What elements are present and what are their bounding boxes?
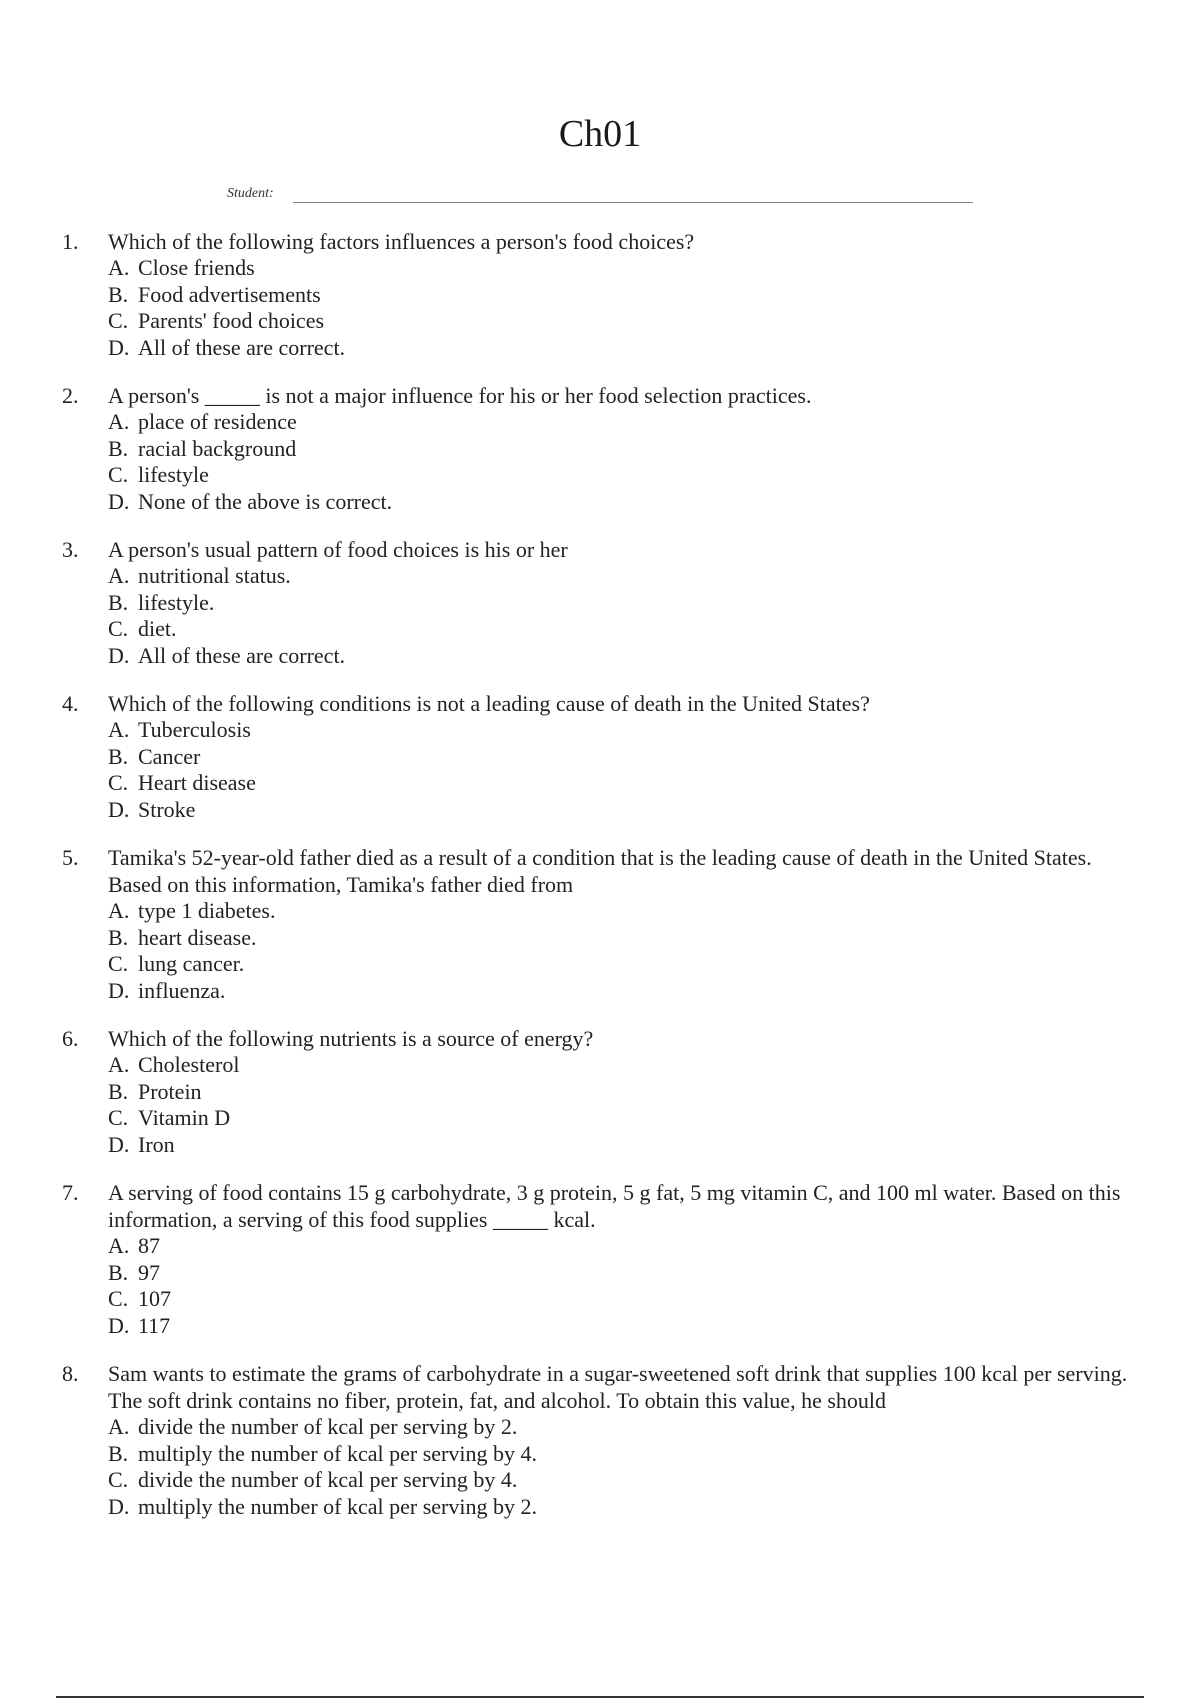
option-letter: B. bbox=[108, 281, 129, 307]
option-text: None of the above is correct. bbox=[138, 488, 393, 514]
student-name-line[interactable] bbox=[293, 202, 973, 203]
option-text: Cholesterol bbox=[138, 1052, 240, 1077]
question-number: 4. bbox=[62, 691, 79, 716]
option-text: influenza. bbox=[138, 977, 226, 1003]
option-text: diet. bbox=[138, 616, 177, 641]
option-letter: A. bbox=[108, 898, 130, 923]
option-text: All of these are correct. bbox=[138, 334, 346, 360]
question-item bbox=[62, 1025, 1142, 1158]
option-item bbox=[108, 1494, 1142, 1521]
option-list bbox=[108, 717, 1142, 823]
option-text: Vitamin D bbox=[138, 1105, 231, 1130]
page-bottom-divider bbox=[56, 1696, 1144, 1698]
option-item bbox=[108, 616, 1142, 643]
option-item bbox=[108, 643, 1142, 670]
option-text: Food advertisements bbox=[138, 281, 321, 307]
question-item bbox=[62, 690, 1142, 823]
question-item bbox=[62, 536, 1142, 669]
option-item bbox=[108, 308, 1142, 335]
option-item bbox=[108, 978, 1142, 1005]
question-item bbox=[62, 382, 1142, 515]
option-letter: A. bbox=[108, 255, 130, 280]
question-text: Tamika's 52-year-old father died as a result of a condition that is the leading cause of death in the United States. Based on this information, Tamika's father died from bbox=[108, 845, 1092, 897]
option-item bbox=[108, 489, 1142, 516]
option-letter: B. bbox=[108, 1259, 129, 1285]
option-item bbox=[108, 744, 1142, 771]
option-text: Cancer bbox=[138, 743, 201, 769]
question-list bbox=[62, 228, 1142, 1541]
option-item bbox=[108, 1079, 1142, 1106]
option-item bbox=[108, 282, 1142, 309]
option-item bbox=[108, 590, 1142, 617]
option-item bbox=[108, 1105, 1142, 1132]
option-item bbox=[108, 797, 1142, 824]
option-item bbox=[108, 563, 1142, 590]
question-item bbox=[62, 844, 1142, 1004]
option-item bbox=[108, 1414, 1142, 1441]
option-letter: D. bbox=[108, 1131, 130, 1157]
question-text: Which of the following nutrients is a source of energy? bbox=[108, 1026, 594, 1051]
option-letter: A. bbox=[108, 717, 130, 742]
option-text: Protein bbox=[138, 1078, 202, 1104]
option-letter: A. bbox=[108, 1052, 130, 1077]
option-letter: C. bbox=[108, 1286, 129, 1311]
question-text: Which of the following factors influences a person's food choices? bbox=[108, 229, 695, 254]
option-item bbox=[108, 1441, 1142, 1468]
option-list bbox=[108, 563, 1142, 669]
option-item bbox=[108, 1286, 1142, 1313]
option-text: Iron bbox=[138, 1131, 175, 1157]
option-item bbox=[108, 1260, 1142, 1287]
option-letter: D. bbox=[108, 642, 130, 668]
option-text: Tuberculosis bbox=[138, 717, 251, 742]
option-letter: B. bbox=[108, 589, 129, 615]
option-text: multiply the number of kcal per serving by 4. bbox=[138, 1440, 537, 1466]
question-number: 6. bbox=[62, 1026, 79, 1051]
option-letter: C. bbox=[108, 951, 129, 976]
question-number: 1. bbox=[62, 229, 79, 254]
student-label: Student: bbox=[227, 186, 274, 201]
question-item bbox=[62, 228, 1142, 361]
option-item bbox=[108, 898, 1142, 925]
question-item bbox=[62, 1360, 1142, 1520]
question-number: 2. bbox=[62, 383, 79, 408]
option-list bbox=[108, 409, 1142, 515]
option-item bbox=[108, 1132, 1142, 1159]
option-letter: D. bbox=[108, 977, 130, 1003]
option-item bbox=[108, 335, 1142, 362]
option-list bbox=[108, 1414, 1142, 1520]
option-letter: C. bbox=[108, 770, 129, 795]
option-item bbox=[108, 1233, 1142, 1260]
option-text: divide the number of kcal per serving by 2. bbox=[138, 1414, 518, 1439]
option-item bbox=[108, 1052, 1142, 1079]
question-number: 5. bbox=[62, 845, 79, 870]
option-item bbox=[108, 951, 1142, 978]
option-item bbox=[108, 717, 1142, 744]
option-letter: A. bbox=[108, 409, 130, 434]
question-item bbox=[62, 1179, 1142, 1339]
option-list bbox=[108, 255, 1142, 361]
option-text: Close friends bbox=[138, 255, 255, 280]
option-item bbox=[108, 1313, 1142, 1340]
option-text: All of these are correct. bbox=[138, 642, 346, 668]
option-item bbox=[108, 770, 1142, 797]
question-text: Which of the following conditions is not a leading cause of death in the United States? bbox=[108, 691, 870, 716]
student-name-row bbox=[227, 184, 973, 208]
option-letter: A. bbox=[108, 1233, 130, 1258]
question-text: A person's usual pattern of food choices is his or her bbox=[108, 537, 568, 562]
option-letter: D. bbox=[108, 1312, 130, 1338]
option-text: type 1 diabetes. bbox=[138, 898, 276, 923]
option-text: Parents' food choices bbox=[138, 308, 325, 333]
option-item bbox=[108, 436, 1142, 463]
option-letter: C. bbox=[108, 308, 129, 333]
question-text: A person's _____ is not a major influence for his or her food selection practices. bbox=[108, 383, 812, 408]
option-letter: D. bbox=[108, 796, 130, 822]
option-text: heart disease. bbox=[138, 924, 257, 950]
option-letter: C. bbox=[108, 462, 129, 487]
option-item bbox=[108, 409, 1142, 436]
option-item bbox=[108, 1467, 1142, 1494]
option-text: 117 bbox=[138, 1312, 171, 1338]
option-letter: D. bbox=[108, 334, 130, 360]
option-item bbox=[108, 462, 1142, 489]
option-text: racial background bbox=[138, 435, 297, 461]
option-text: lifestyle. bbox=[138, 589, 215, 615]
option-text: nutritional status. bbox=[138, 563, 291, 588]
option-text: 107 bbox=[138, 1286, 171, 1311]
option-text: 97 bbox=[138, 1259, 160, 1285]
option-item bbox=[108, 925, 1142, 952]
option-letter: D. bbox=[108, 1493, 130, 1519]
question-number: 3. bbox=[62, 537, 79, 562]
option-letter: C. bbox=[108, 1105, 129, 1130]
option-letter: B. bbox=[108, 743, 129, 769]
option-text: lifestyle bbox=[138, 462, 209, 487]
page-title: Ch01 bbox=[558, 113, 642, 155]
option-letter: B. bbox=[108, 924, 129, 950]
option-text: divide the number of kcal per serving by 4. bbox=[138, 1467, 518, 1492]
option-item bbox=[108, 255, 1142, 282]
option-letter: D. bbox=[108, 488, 130, 514]
option-letter: A. bbox=[108, 1414, 130, 1439]
option-list bbox=[108, 1233, 1142, 1339]
option-letter: C. bbox=[108, 616, 129, 641]
option-text: place of residence bbox=[138, 409, 297, 434]
option-letter: A. bbox=[108, 563, 130, 588]
option-letter: B. bbox=[108, 435, 129, 461]
option-list bbox=[108, 898, 1142, 1004]
option-list bbox=[108, 1052, 1142, 1158]
question-text: A serving of food contains 15 g carbohydrate, 3 g protein, 5 g fat, 5 mg vitamin C, and 100 ml water. Based on this information, a serving of this food supplies _____ kcal. bbox=[108, 1180, 1121, 1232]
option-letter: B. bbox=[108, 1078, 129, 1104]
option-letter: C. bbox=[108, 1467, 129, 1492]
question-number: 7. bbox=[62, 1180, 79, 1205]
option-text: Stroke bbox=[138, 796, 196, 822]
question-number: 8. bbox=[62, 1361, 79, 1386]
option-letter: B. bbox=[108, 1440, 129, 1466]
option-text: Heart disease bbox=[138, 770, 256, 795]
question-text: Sam wants to estimate the grams of carbohydrate in a sugar-sweetened soft drink that supplies 100 kcal per serving. The soft drink contains no fiber, protein, fat, and alcohol. To obtain this value, he should bbox=[108, 1361, 1128, 1413]
option-text: lung cancer. bbox=[138, 951, 245, 976]
option-text: multiply the number of kcal per serving by 2. bbox=[138, 1493, 537, 1519]
option-text: 87 bbox=[138, 1233, 160, 1258]
